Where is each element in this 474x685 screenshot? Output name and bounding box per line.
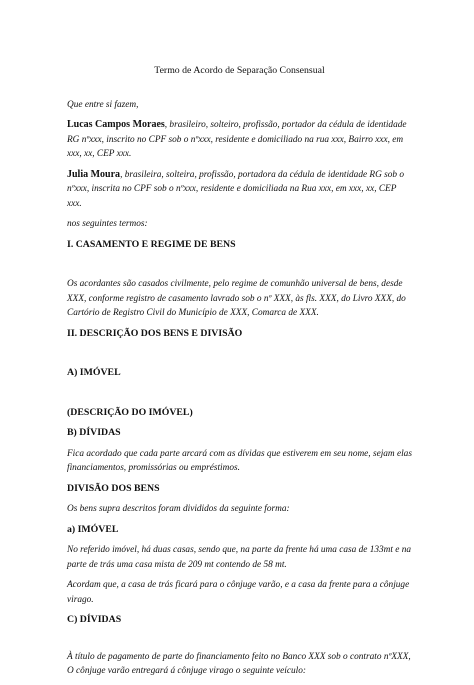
party-2-details: , brasileira, solteira, profissão, portadora da cédula de identidade RG sob o nºxxx, inscrita no CPF sob o nºxxx, residente e domiciliada na Rua xxx, em xxx, xx, CEP xxx. — [67, 169, 405, 209]
a-imovel-subheading: a) IMÓVEL — [67, 523, 119, 535]
a-imovel-heading: A) IMÓVEL — [67, 367, 121, 378]
divisao-bens-text: Os bens supra descritos foram divididos da seguinte forma: — [67, 504, 290, 514]
party-2-paragraph — [67, 168, 412, 212]
c-dividas-heading: C) DÍVIDAS — [67, 614, 122, 625]
section-2-heading: II. DESCRIÇÃO DOS BENS E DIVISÃO — [67, 327, 243, 339]
party-1-name: Lucas Campos Moraes — [67, 119, 165, 130]
b-dividas-heading: B) DÍVIDAS — [67, 427, 121, 438]
document-body — [67, 64, 412, 685]
imovel-text-2: Acordam que, a casa de trás ficará para o cônjuge varão, e a casa da frente para a cônjuge virago. — [67, 580, 410, 605]
section-1-heading: I. CASAMENTO E REGIME DE BENS — [67, 238, 236, 250]
section-1-text: Os acordantes são casados civilmente, pelo regime de comunhão universal de bens, desde XXX, conforme registro de casamento lavrado sob o nº XXX, às fls. XXX, do Livro XXX, do Cartório de Registro Civil do Município de XXX, Comarca de XXX. — [67, 279, 406, 318]
document-title: Termo de Acordo de Separação Consensual — [154, 65, 325, 76]
party-2-name: Julia Moura — [67, 168, 121, 180]
intro-text: Que entre si fazem, — [67, 99, 139, 110]
imovel-text-1: No referido imóvel, há duas casas, sendo que, na parte da frente há uma casa de 133mt e na parte de trás uma casa mista de 209 mt contendo de 58 mt. — [67, 545, 412, 570]
party-1-paragraph — [67, 118, 412, 162]
b-dividas-text: Fica acordado que cada parte arcará com as dívidas que estiverem em seu nome, sejam elas financiamentos, promissórias ou empréstimos. — [67, 448, 412, 473]
c-dividas-text: À título de pagamento de parte do financiamento feito no Banco XXX sob o contrato nºXXX, O cônjuge varão entregará á cônjuge virago o seguinte veículo: — [67, 651, 411, 676]
terms-intro-text: nos seguintes termos: — [67, 219, 148, 229]
party-1-details: , brasileiro, solteiro, profissão, portador da cédula de identidade RG nºxxx, inscrito no CPF sob o nºxxx, residente e domiciliado na rua xxx, Bairro xxx, em xxx, xx, CEP xxx. — [67, 120, 407, 159]
descricao-imovel-heading: (DESCRIÇÃO DO IMÓVEL) — [67, 406, 193, 418]
divisao-bens-heading: DIVISÃO DOS BENS — [67, 482, 160, 494]
